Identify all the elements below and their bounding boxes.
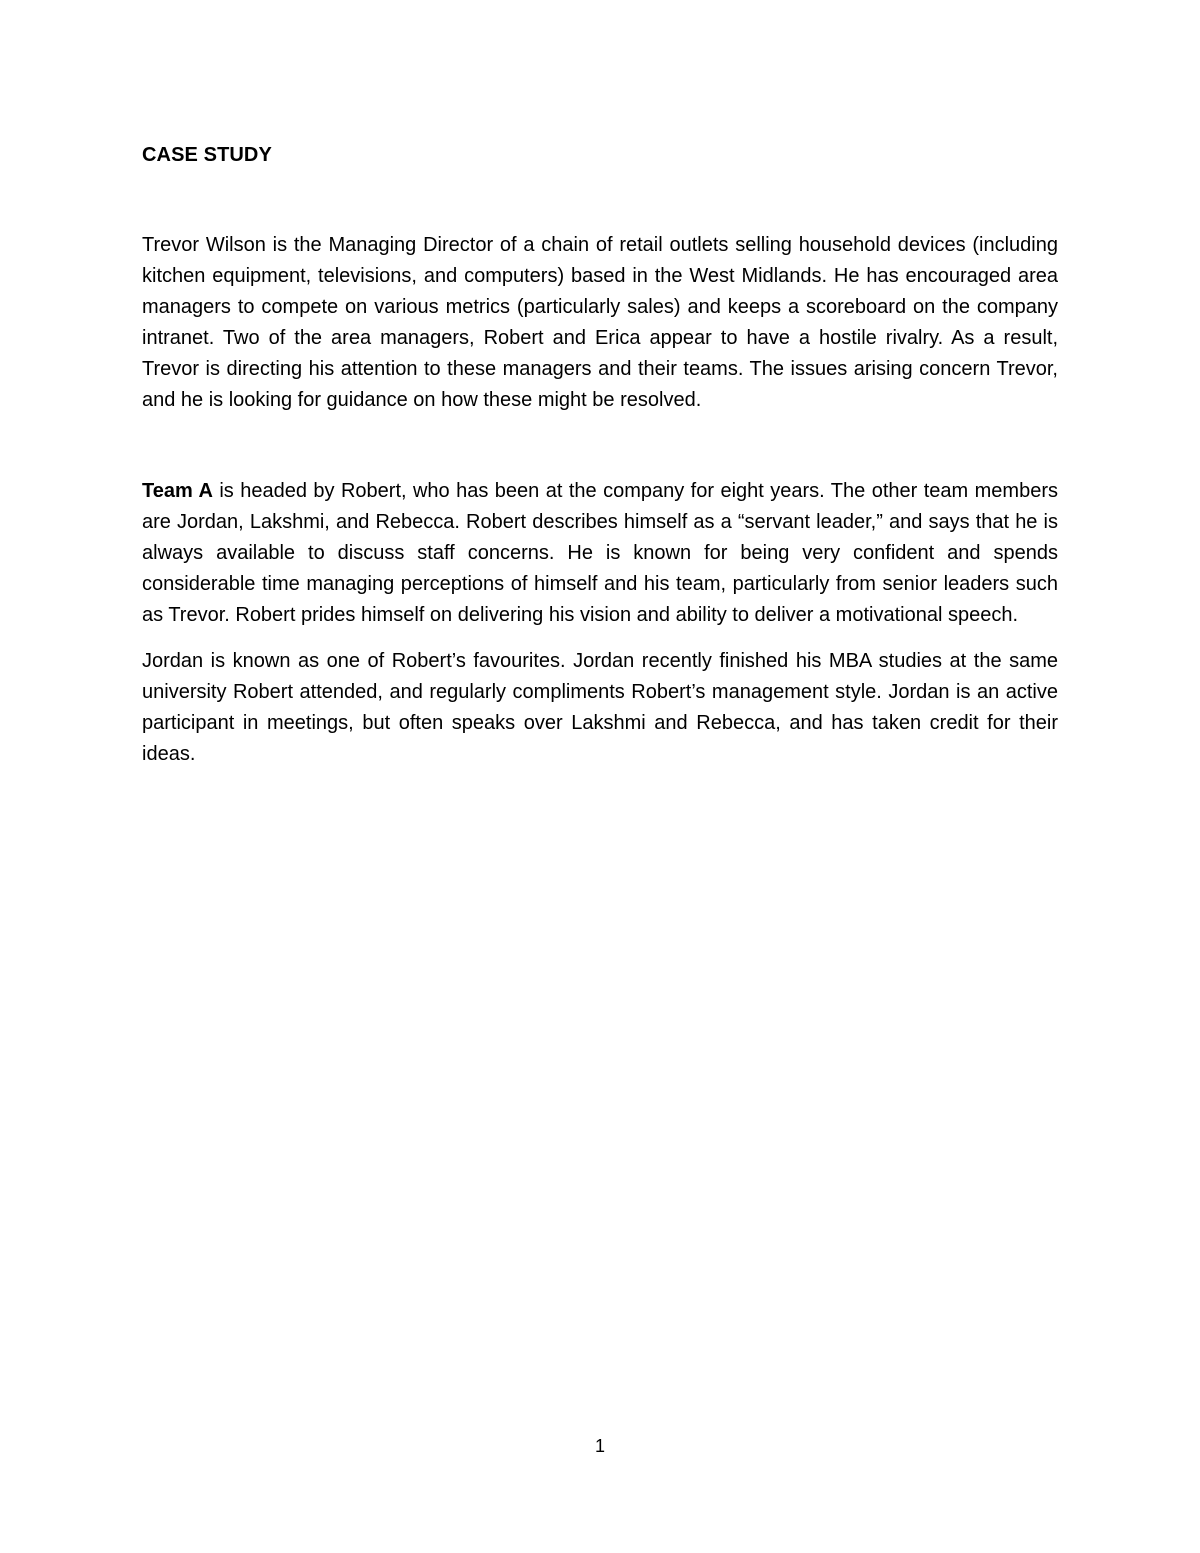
jordan-paragraph: Jordan is known as one of Robert’s favourites. Jordan recently finished his MBA studies at the same university Robert attended, and regularly compliments Robert’s management style. Jordan is an active participant in meetings, but often speaks over Lakshmi and Rebecca, and has taken credit for their ideas. bbox=[142, 650, 1058, 765]
team-a-text: is headed by Robert, who has been at the company for eight years. The other team members are Jordan, Lakshmi, and Rebecca. Robert describes himself as a “servant leader,” and says that he is always available to discuss staff concerns. He is known for being very confident and spends considerable time managing perceptions of himself and his team, particularly from senior leaders such as Trevor. Robert prides himself on delivering his vision and ability to deliver a motivational speech. bbox=[142, 480, 1058, 626]
document-title: CASE STUDY bbox=[142, 144, 272, 166]
page-number: 1 bbox=[594, 1436, 605, 1456]
intro-paragraph: Trevor Wilson is the Managing Director of a chain of retail outlets selling household devices (including kitchen equipment, televisions, and computers) based in the West Midlands. He has encouraged area managers to compete on various metrics (particularly sales) and keeps a scoreboard on the company intranet. Two of the area managers, Robert and Erica appear to have a hostile rivalry. As a result, Trevor is directing his attention to these managers and their teams. The issues arising concern Trevor, and he is looking for guidance on how these might be resolved. bbox=[142, 234, 1058, 411]
team-a-paragraph bbox=[142, 476, 1058, 631]
team-a-label: Team A bbox=[142, 480, 213, 502]
page-content bbox=[142, 140, 1058, 770]
